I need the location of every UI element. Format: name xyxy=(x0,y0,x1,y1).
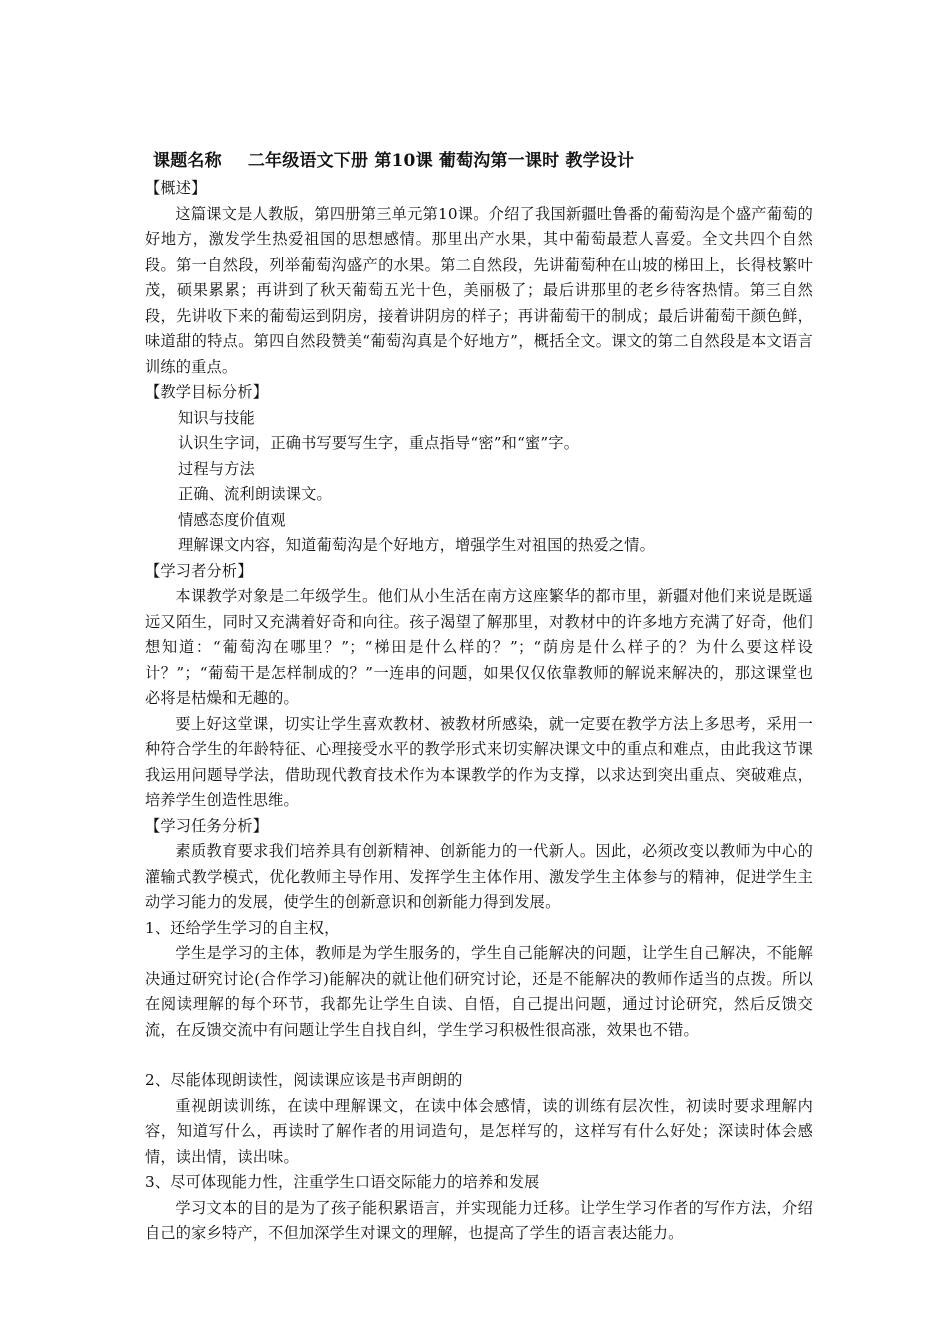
section-heading-learner: 【学习者分析】 xyxy=(145,561,253,580)
list-item-paragraph-2: 重视朗读训练，在读中理解课文，在读中体会感情，读的训练有层次性，初读时要求理解内容，知道写什么，再读时了解作者的用词造句，是怎样写的，这样写有什么好处；深读时体会感情，读出情，读出味。 xyxy=(145,1096,813,1166)
list-item-paragraph-3: 学习文本的目的是为了孩子能积累语言，并实现能力迁移。让学生学习作者的写作方法，介绍自己的家乡特产，不但加深学生对课文的理解，也提高了学生的语言表达能力。 xyxy=(145,1198,813,1242)
section-heading-task: 【学习任务分析】 xyxy=(145,816,269,835)
learner-paragraph-2: 要上好这堂课，切实让学生喜欢教材、被教材所感染，就一定要在教学方法上多思考，采用一种符合学生的年龄特征、心理接受水平的教学形式来切实解决课文中的重点和难点，由此我这节课我运用问题导学法，借助现代教育技术作为本课教学的作为支撑，以求达到突出重点、突破难点，培养学生创造性思维。 xyxy=(145,714,813,809)
list-item-heading-2: 2、尽能体现朗读性，阅读课应该是书声朗朗的 xyxy=(145,1071,463,1089)
goal-heading-emotion: 情感态度价值观 xyxy=(178,510,286,529)
learner-paragraph-1: 本课教学对象是二年级学生。他们从小生活在南方这座繁华的都市里，新疆对他们来说是既遥远又陌生，同时又充满着好奇和向往。孩子渴望了解那里，对教材中的许多地方充满了好奇，他们想知道：“葡萄沟在哪里？”；“梯田是什么样的？”；“荫房是什么样子的？为什么要这样设计？”；“葡萄干是怎样制成的？”一连串的问题，如果仅仅依靠教师的解说来解决的，那这课堂也必将是枯燥和无趣的。 xyxy=(145,587,813,707)
task-paragraph: 素质教育要求我们培养具有创新精神、创新能力的一代新人。因此，必须改变以教师为中心的灌输式教学模式，优化教师主导作用、发挥学生主体作用、激发学生主体参与的精神，促进学生主动学习能力的发展，使学生的创新意识和创新能力得到发展。 xyxy=(145,842,813,911)
blank-line xyxy=(145,1043,813,1068)
list-item-heading-3: 3、尽可体现能力性，注重学生口语交际能力的培养和发展 xyxy=(145,1173,540,1191)
goal-text-knowledge: 认识生字词，正确书写要写生字，重点指导“密”和“蜜”字。 xyxy=(178,434,580,452)
title-label: 课题名称 xyxy=(153,151,222,171)
overview-paragraph: 这篇课文是人教版，第四册第三单元第10课。介绍了我国新疆吐鲁番的葡萄沟是个盛产葡萄的好地方，激发学生热爱祖国的思想感情。那里出产水果，其中葡萄最惹人喜爱。全文共四个自然段。第一自然段，列举葡萄沟盛产的水果。第二自然段，先讲葡萄种在山坡的梯田上，长得枝繁叶茂，硕果累累；再讲到了秋天葡萄五光十色，美丽极了；最后讲那里的老乡待客热情。第三自然段，先讲收下来的葡萄运到阴房，接着讲阴房的样子；再讲葡萄干的制成；最后讲葡萄干颜色鲜，味道甜的特点。第四自然段赞美“葡萄沟真是个好地方”，概括全文。课文的第二自然段是本文语言训练的重点。 xyxy=(145,204,813,376)
list-item-paragraph-1: 学生是学习的主体，教师是为学生服务的，学生自己能解决的问题，让学生自己解决，不能解决通过研究讨论(合作学习)能解决的就让他们研究讨论，还是不能解决的教师作适当的点拨。所以在阅读理解的每个环节，我都先让学生自读、自悟，自己提出问题，通过讨论研究，然后反馈交流，在反馈交流中有问题让学生自找自纠，学生学习积极性很高涨，效果也不错。 xyxy=(145,944,813,1039)
document-title xyxy=(153,148,813,174)
document-page xyxy=(145,148,813,1247)
goal-heading-process: 过程与方法 xyxy=(178,459,255,478)
section-heading-overview: 【概述】 xyxy=(145,179,207,197)
goal-text-emotion: 理解课文内容，知道葡萄沟是个好地方，增强学生对祖国的热爱之情。 xyxy=(178,536,656,554)
goal-text-process: 正确、流利朗读课文。 xyxy=(178,485,332,503)
goal-heading-knowledge: 知识与技能 xyxy=(178,408,255,427)
section-heading-goals: 【教学目标分析】 xyxy=(145,383,269,401)
list-item-heading-1: 1、还给学生学习的自主权， xyxy=(145,918,340,937)
title-text: 二年级语文下册 第10课 葡萄沟第一课时 教学设计 xyxy=(247,151,635,171)
